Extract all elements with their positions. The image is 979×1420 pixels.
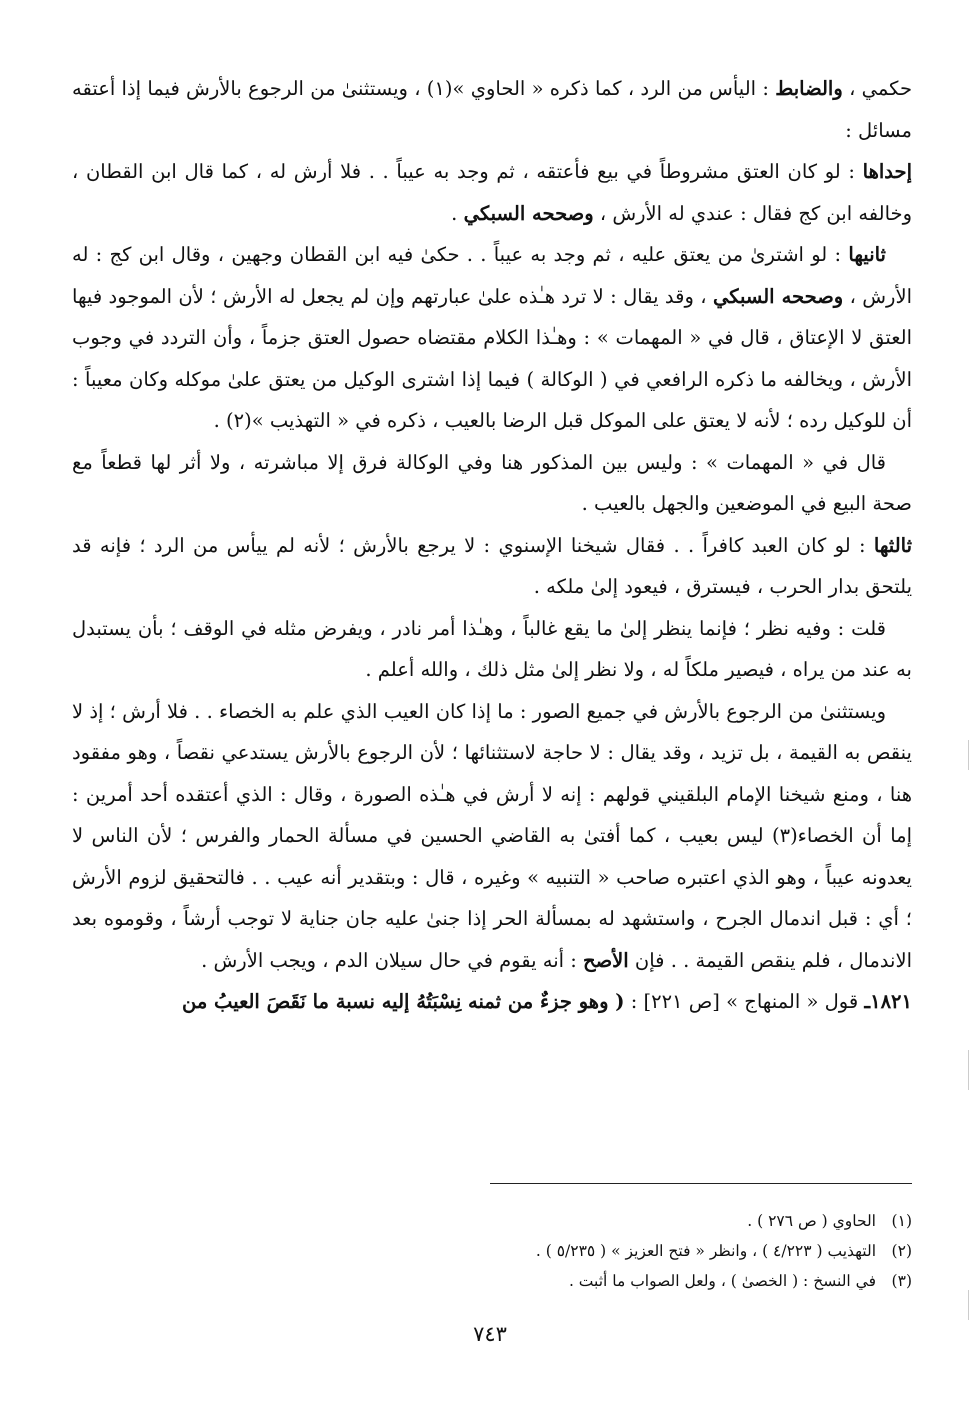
bold-text-run: ثالثها bbox=[873, 533, 912, 557]
bold-text-run: الأصح bbox=[583, 948, 629, 972]
page-number: ٧٤٣ bbox=[473, 1322, 507, 1346]
footnote-text: في النسخ : ( الخصىٰ ) ، ولعل الصواب ما أثبت . bbox=[568, 1272, 876, 1290]
text-run: : أنه يقوم في حال سيلان الدم ، ويجب الأرش . bbox=[201, 948, 584, 972]
main-text bbox=[72, 68, 912, 1023]
paragraph bbox=[72, 525, 912, 608]
footnote-text: الحاوي ( ص ٢٧٦ ) . bbox=[747, 1212, 876, 1230]
paragraph bbox=[72, 442, 912, 525]
scan-margin-mark bbox=[968, 740, 969, 770]
paragraph bbox=[72, 68, 912, 151]
text-run: قال في « المهمات » : وليس بين المذكور هنا وفي الوكالة فرق إلا مباشرته ، ولا أثر لها قطعاً مع صحة البيع في الموضعين والجهل بالعيب . bbox=[72, 450, 912, 515]
paragraph bbox=[72, 691, 912, 982]
text-run: ، وقد يقال : لا ترد هـٰذه علىٰ عبارتهم وإن لم يجعل له الأرش ؛ لأن الموجود فيها العتق لا الإعتاق ، قال في « المهمات » : وهـٰذا الكلام مقتضاه حصول العتق جزماً ، وأن التردد في وجوب الأرش ، ويخالفه ما ذكره الرافعي في ( الوكالة ) فيما إذا اشترى الوكيل من يعتق علىٰ موكله وكان معيباً : أن للوكيل رده ؛ لأنه لا يعتق على الموكل قبل الرضا بالعيب ، ذكره في « التهذيب »(٢) . bbox=[72, 284, 912, 432]
footnote bbox=[72, 1266, 912, 1296]
text-run: : لو اشترىٰ من يعتق عليه ، ثم وجد به عيباً . . حكىٰ فيه ابن القطان وجهين ، وقال ابن كج : له الأرش ، bbox=[72, 243, 913, 308]
text-run: قول « المنهاج » [ص ٢٢١] : bbox=[624, 990, 865, 1013]
text-run: قلت : وفيه نظر ؛ فإنما ينظر إلىٰ ما يقع غالباً ، وهـٰذا أمر نادر ، ويفرض مثله في الوقف ؛ بأن يستبدل به عند من يراه ، فيصير ملكاً له ، ولا نظر إلىٰ مثل ذلك ، والله أعلم . bbox=[72, 616, 912, 681]
footnote-separator bbox=[490, 1183, 912, 1184]
text-run: ويستثنىٰ من الرجوع بالأرش في جميع الصور : ما إذا كان العيب الذي علم به الخصاء . . فلا أرش ؛ إذ لا ينقص به القيمة ، بل تزيد ، وقد يقال : لا حاجة لاستثنائها ؛ لأن الرجوع بالأرش يستدعي نقصاً ، وهو مفقود هنا ، ومنع شيخنا الإمام البلقيني قولهم : إنه لا أرش في هـٰذه الصورة ، وقال : الذي أعتقده أحد أمرين : إما أن الخصاء(٣) ليس بعيب ، كما أفتىٰ به القاضي الحسين في مسألة الحمار والفرس ؛ لأن الناس لا يعدونه عيباً ، وهو الذي اعتبره صاحب « التنبيه » وغيره ، قال : وبتقدير أنه عيب . . فالتحقيق لزوم الأرش ؛ أي : قبل اندمال الجرح ، واستشهد له بمسألة الحر إذا جنىٰ عليه جان جناية لا توجب أرشاً ، وقوموه بعد الاندمال ، فلم ينقص القيمة . . فإن bbox=[72, 699, 912, 972]
footnote-number: (٣) bbox=[891, 1272, 912, 1290]
bold-text-run: وصححه السبكي bbox=[463, 201, 594, 225]
footnote bbox=[72, 1236, 912, 1266]
text-run: : لو كان العبد كافراً . . فقال شيخنا الإسنوي : لا يرجع بالأرش ؛ لأنه لم ييأس من الرد ؛ فإنه قد يلتحق بدار الحرب ، فيسترق ، فيعود إلىٰ ملكه . bbox=[72, 533, 912, 598]
footnote bbox=[72, 1206, 912, 1236]
footnote-number: (١) bbox=[891, 1212, 912, 1230]
text-run: . bbox=[451, 201, 464, 225]
bold-text-run: ١٨٢١ـ bbox=[864, 990, 912, 1013]
paragraph bbox=[72, 151, 912, 234]
scan-margin-mark bbox=[968, 1050, 969, 1090]
footnote-number: (٢) bbox=[891, 1242, 912, 1260]
scan-margin-mark bbox=[968, 1290, 969, 1320]
bold-text-run: ثانيها bbox=[848, 243, 886, 266]
bold-text-run: وصححه السبكي bbox=[712, 284, 844, 308]
footnote-text: التهذيب ( ٤/٢٢٣ ) ، وانظر « فتح العزيز » ( ٥/٢٣٥ ) . bbox=[535, 1242, 876, 1260]
bold-text-run: والضابط bbox=[775, 77, 843, 100]
footnotes bbox=[72, 1206, 912, 1296]
text-run: : اليأس من الرد ، كما ذكره « الحاوي »(١) ، ويستثنىٰ من الرجوع بالأرش فيما إذا أعتقه مسائل : bbox=[72, 77, 912, 142]
text-run: : لو كان العتق مشروطاً في بيع فأعتقه ، ثم وجد به عيباً . . فلا أرش له ، كما قال ابن القطان ، وخالفه ابن كج فقال : عندي له الأرش ، bbox=[72, 160, 912, 225]
paragraph bbox=[72, 981, 912, 1023]
bold-text-run: إحداها bbox=[862, 160, 912, 183]
paragraph bbox=[72, 234, 912, 442]
bold-text-run: ( وهو جزءٌ من ثمنه نِسْبَتُهُ إليه نسبة ما نَقَصَ العيبُ من bbox=[181, 990, 625, 1013]
paragraph bbox=[72, 608, 912, 691]
text-run: حكمي ، bbox=[842, 77, 912, 100]
